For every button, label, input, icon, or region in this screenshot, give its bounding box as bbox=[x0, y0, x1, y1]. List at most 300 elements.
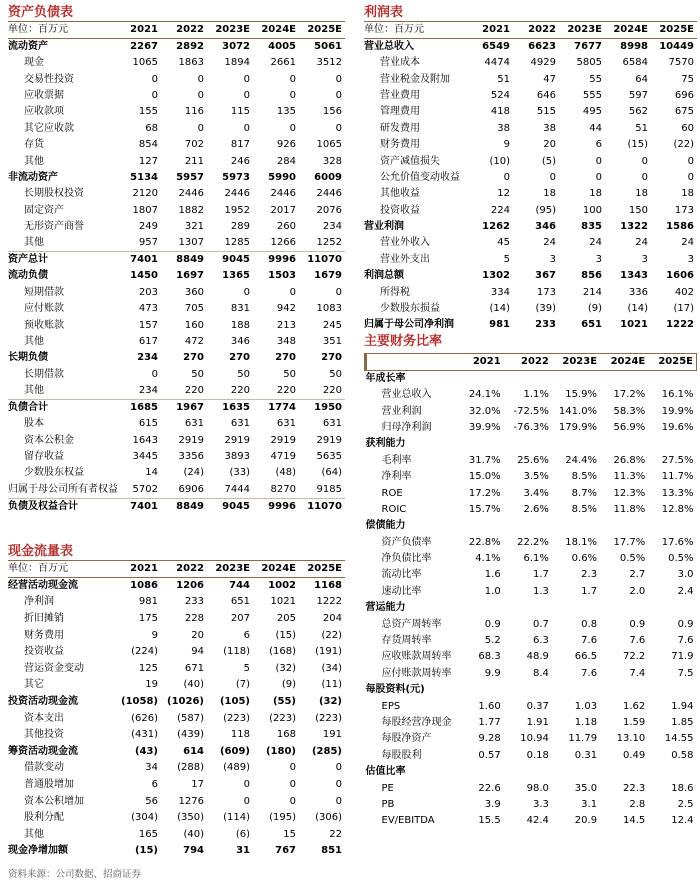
cell-value: 100 bbox=[582, 204, 602, 216]
cell-value: 942 bbox=[276, 303, 296, 315]
cell-value: 8.5% bbox=[571, 503, 598, 515]
cell-value: 562 bbox=[628, 106, 648, 118]
cell-value bbox=[504, 682, 552, 698]
table-row bbox=[8, 268, 345, 284]
row-label: 借款变动 bbox=[24, 762, 64, 774]
cell-value: 1021 bbox=[270, 596, 296, 608]
cell-value: 7401 bbox=[115, 498, 161, 515]
table-row bbox=[366, 485, 697, 501]
row-label: 其它应收款 bbox=[24, 122, 74, 134]
cell-value: 3893 bbox=[224, 451, 250, 462]
cell-value: 1606 bbox=[666, 270, 694, 282]
row-label: 其他 bbox=[24, 155, 44, 167]
table-row bbox=[366, 715, 697, 731]
cell-value: (168) bbox=[269, 646, 296, 658]
cell-value: 7444 bbox=[224, 483, 250, 495]
row-label: 所得税 bbox=[380, 286, 410, 298]
table-row bbox=[8, 219, 345, 235]
row-label: 营业利润 bbox=[381, 405, 422, 417]
table-row bbox=[366, 682, 697, 698]
table-row bbox=[8, 252, 345, 269]
cell-value: 175 bbox=[138, 612, 158, 624]
cell-value: 631 bbox=[276, 418, 296, 430]
cell-value: 203 bbox=[138, 286, 158, 298]
table-row bbox=[8, 482, 345, 499]
row-label: 归属于母公司净利润 bbox=[364, 319, 454, 331]
cell-value: 150 bbox=[628, 204, 648, 216]
cell-value bbox=[456, 682, 504, 698]
cell-value: 675 bbox=[674, 106, 694, 118]
cell-value: 1.18 bbox=[574, 717, 598, 728]
cell-value: 179.9% bbox=[558, 421, 598, 433]
cell-value: 1.94 bbox=[671, 700, 694, 712]
cell-value: 27.5% bbox=[661, 454, 694, 466]
cell-value: 127 bbox=[138, 155, 158, 167]
cell-value: 118 bbox=[230, 729, 250, 741]
cell-value: 1697 bbox=[176, 270, 204, 282]
row-label: 留存收益 bbox=[24, 451, 64, 462]
cell-value: 0 bbox=[151, 73, 158, 85]
row-label: 净利润 bbox=[24, 596, 54, 608]
cell-value: 0.9 bbox=[677, 618, 694, 630]
cell-value: 17.6% bbox=[661, 536, 694, 548]
cell-value: 0 bbox=[197, 73, 204, 85]
cell-value: 11.79 bbox=[568, 733, 598, 745]
row-label: 营业利润 bbox=[364, 221, 404, 233]
table-row bbox=[8, 594, 345, 611]
cell-value: 0.7 bbox=[532, 618, 549, 630]
cell-value: (40) bbox=[183, 679, 204, 691]
cell-value: (10) bbox=[489, 155, 510, 167]
cell-value: 1.03 bbox=[574, 700, 598, 712]
cell-value: (350) bbox=[177, 812, 204, 824]
cell-value: 50 bbox=[283, 368, 296, 380]
table-row bbox=[366, 551, 697, 567]
row-label: PB bbox=[381, 798, 395, 810]
cell-value: 705 bbox=[184, 303, 204, 315]
cell-value: 2120 bbox=[132, 188, 158, 200]
cell-value: 3 bbox=[549, 253, 556, 265]
cell-value: 1168 bbox=[314, 580, 342, 592]
table-row bbox=[366, 403, 697, 419]
cell-value: 646 bbox=[536, 89, 556, 101]
row-label: 应付账款 bbox=[24, 303, 64, 315]
cell-value: 2.3 bbox=[581, 569, 598, 581]
table-row bbox=[366, 518, 697, 534]
cell-value: 0 bbox=[687, 171, 694, 183]
cell-value: (15) bbox=[275, 629, 296, 641]
table-row bbox=[8, 727, 345, 744]
cell-value: 2.7 bbox=[629, 569, 646, 581]
cell-value: 3 bbox=[641, 253, 648, 265]
cell-value: 24 bbox=[589, 237, 602, 249]
cell-value: 18 bbox=[543, 188, 556, 200]
cell-value: 0 bbox=[503, 171, 510, 183]
row-label: 非流动资产 bbox=[8, 171, 58, 183]
cell-value: 5 bbox=[503, 253, 510, 265]
year-header: 2023E bbox=[207, 22, 253, 39]
table-row bbox=[8, 710, 345, 727]
cell-value: 0.5% bbox=[668, 553, 694, 565]
cell-value: 631 bbox=[230, 418, 250, 430]
cell-value: 0 bbox=[289, 762, 296, 774]
cell-value: 9996 bbox=[253, 498, 299, 515]
cell-value bbox=[504, 764, 552, 780]
cell-value: 1807 bbox=[132, 204, 158, 216]
table-row bbox=[8, 793, 345, 810]
cell-value: 926 bbox=[276, 139, 296, 151]
cell-value: 1086 bbox=[130, 580, 158, 592]
cell-value: 8.5% bbox=[571, 471, 598, 483]
cell-value: 0 bbox=[549, 171, 556, 183]
cell-value: 0.58 bbox=[671, 749, 694, 761]
row-label: 股利分配 bbox=[24, 812, 64, 824]
cell-value: (39) bbox=[535, 303, 556, 315]
cell-value: 3.4% bbox=[523, 487, 549, 499]
cell-value: 7677 bbox=[574, 41, 602, 52]
cell-value: 24 bbox=[635, 237, 648, 249]
cell-value: 631 bbox=[184, 418, 204, 430]
cell-value: 7.6 bbox=[581, 635, 598, 647]
cell-value bbox=[552, 600, 600, 616]
cell-value: (118) bbox=[223, 646, 250, 658]
cell-value: 0 bbox=[335, 795, 342, 807]
row-label: 总资产周转率 bbox=[381, 618, 442, 630]
cell-value: 0 bbox=[335, 89, 342, 101]
balance-sheet-panel bbox=[8, 4, 345, 515]
cell-value: 25.6% bbox=[517, 454, 549, 466]
cell-value: 0 bbox=[595, 155, 602, 167]
row-label: 其他 bbox=[24, 336, 44, 348]
cell-value: 1863 bbox=[178, 57, 204, 69]
cell-value: 0 bbox=[243, 89, 250, 101]
ratio-header-row bbox=[366, 354, 697, 371]
cell-value: 213 bbox=[276, 319, 296, 331]
cell-value: 1222 bbox=[666, 319, 694, 331]
cell-value: 156 bbox=[322, 106, 342, 118]
cell-value: 246 bbox=[230, 155, 250, 167]
cell-value: -72.5% bbox=[513, 405, 549, 417]
table-row bbox=[8, 170, 345, 186]
balance-sheet-header-row bbox=[8, 22, 345, 39]
row-label: 每股股利 bbox=[381, 749, 422, 761]
cell-value: 47 bbox=[543, 73, 556, 85]
cell-value: 39.9% bbox=[468, 421, 501, 433]
year-header: 2021 bbox=[115, 561, 161, 578]
cell-value: 13.3% bbox=[661, 487, 694, 499]
row-label: 管理费用 bbox=[380, 106, 420, 118]
cell-value: 1343 bbox=[620, 270, 648, 282]
table-row bbox=[366, 535, 697, 551]
cell-value: 24.1% bbox=[468, 389, 501, 401]
cell-value: (11) bbox=[321, 679, 342, 691]
cell-value: 155 bbox=[138, 106, 158, 118]
year-header: 2022 bbox=[161, 22, 207, 39]
row-label: 营运能力 bbox=[365, 602, 406, 614]
cell-value: 2076 bbox=[316, 204, 342, 216]
row-label: 营业总收入 bbox=[364, 41, 414, 52]
cell-value: 26.8% bbox=[613, 454, 646, 466]
cell-value: 71.9 bbox=[671, 651, 694, 663]
cell-value: 44 bbox=[589, 122, 602, 134]
cell-value: 0.49 bbox=[622, 749, 646, 761]
table-row bbox=[8, 88, 345, 104]
cell-value: 2446 bbox=[316, 188, 342, 200]
table-row bbox=[8, 611, 345, 628]
cell-value: 1.91 bbox=[526, 717, 549, 728]
table-row bbox=[364, 203, 697, 219]
table-row bbox=[364, 55, 697, 71]
cell-value: 0 bbox=[151, 368, 158, 380]
cell-value: 17 bbox=[191, 778, 204, 790]
cell-value: 981 bbox=[138, 596, 158, 608]
cell-value: 3.3 bbox=[532, 798, 549, 810]
cell-value: 1206 bbox=[176, 580, 204, 592]
cell-value: (55) bbox=[272, 695, 296, 707]
table-row bbox=[364, 186, 697, 202]
cell-value: 6549 bbox=[482, 41, 510, 52]
table-row bbox=[366, 371, 697, 388]
cell-value: 5 bbox=[243, 662, 250, 674]
row-label: 获利能力 bbox=[365, 438, 406, 450]
cell-value: 12.3% bbox=[613, 487, 646, 499]
cell-value: (431) bbox=[131, 729, 158, 741]
row-label: 短期借款 bbox=[24, 286, 64, 298]
cell-value: 168 bbox=[276, 729, 296, 741]
cell-value: 5957 bbox=[176, 171, 204, 183]
cell-value: (22) bbox=[321, 629, 342, 641]
cell-value: 1285 bbox=[224, 237, 250, 249]
cell-value: 10449 bbox=[659, 41, 694, 52]
cell-value: 135 bbox=[276, 106, 296, 118]
cell-value: 19 bbox=[145, 679, 158, 691]
year-header: 2021 bbox=[456, 354, 504, 371]
cell-value: 0 bbox=[151, 89, 158, 101]
table-row bbox=[366, 780, 697, 796]
cell-value: 31.7% bbox=[468, 454, 501, 466]
cell-value: 14.55 bbox=[664, 733, 694, 745]
table-row bbox=[366, 633, 697, 649]
cell-value: 1.62 bbox=[622, 700, 646, 712]
source-note: 资料来源：公司数据、招商证券 bbox=[8, 869, 142, 880]
cell-value: 6584 bbox=[622, 57, 648, 69]
cell-value: 6.1% bbox=[523, 553, 549, 565]
cell-value: 6906 bbox=[178, 483, 204, 495]
cell-value: 1952 bbox=[224, 204, 250, 216]
cell-value: 0 bbox=[289, 122, 296, 134]
cell-value: 0 bbox=[289, 795, 296, 807]
cell-value: 15.0% bbox=[468, 471, 501, 483]
balance-sheet-table bbox=[8, 22, 345, 515]
row-label: 预收账款 bbox=[24, 319, 64, 331]
cell-value: 0.8 bbox=[581, 618, 598, 630]
cell-value: 0 bbox=[687, 155, 694, 167]
cell-value: 11.3% bbox=[613, 471, 646, 483]
cell-value: 1635 bbox=[207, 400, 253, 417]
cell-value: 1266 bbox=[270, 237, 296, 249]
cell-value: 794 bbox=[183, 845, 204, 857]
cell-value: (34) bbox=[321, 662, 342, 674]
table-row bbox=[8, 660, 345, 677]
cell-value: 2.0 bbox=[629, 585, 646, 597]
cell-value: 9 bbox=[503, 139, 510, 151]
cell-value: 270 bbox=[183, 352, 204, 364]
cell-value: 981 bbox=[489, 319, 510, 331]
row-label: 筹资活动现金流 bbox=[8, 745, 78, 757]
cell-value: 220 bbox=[184, 385, 204, 397]
cell-value: (180) bbox=[265, 745, 296, 757]
cell-value: 98.0 bbox=[526, 782, 549, 794]
cell-value: 7.6 bbox=[581, 667, 598, 679]
cell-value: 0.9 bbox=[484, 618, 501, 630]
row-label: 投资活动现金流 bbox=[8, 695, 78, 707]
table-row bbox=[8, 644, 345, 661]
cell-value: 2446 bbox=[224, 188, 250, 200]
cell-value: 0.37 bbox=[526, 700, 549, 712]
cell-value: 6 bbox=[595, 139, 602, 151]
cell-value: 228 bbox=[184, 612, 204, 624]
cell-value: (223) bbox=[269, 712, 296, 724]
cell-value: 75 bbox=[681, 73, 694, 85]
cell-value bbox=[504, 600, 552, 616]
table-row bbox=[366, 420, 697, 436]
row-label: 资本公积金 bbox=[24, 434, 74, 446]
row-label: 折旧摊销 bbox=[24, 612, 64, 624]
row-label: 资本公积增加 bbox=[24, 795, 84, 807]
cell-value: 0 bbox=[243, 73, 250, 85]
cell-value: 12 bbox=[497, 188, 510, 200]
cell-value: 94 bbox=[191, 646, 204, 658]
table-row bbox=[366, 616, 697, 632]
row-label: 流动比率 bbox=[381, 569, 422, 581]
row-label: 应付账款周转率 bbox=[381, 667, 452, 679]
cell-value: 31 bbox=[236, 845, 250, 857]
row-label: ROIC bbox=[381, 503, 407, 515]
year-header: 2022 bbox=[161, 561, 207, 578]
cell-value: 9045 bbox=[207, 252, 253, 269]
cell-value: 0 bbox=[335, 778, 342, 790]
table-row bbox=[364, 104, 697, 120]
cell-value: 1065 bbox=[132, 57, 158, 69]
cell-value: 631 bbox=[322, 418, 342, 430]
cell-value: (105) bbox=[219, 695, 250, 707]
row-label: 营业成本 bbox=[380, 57, 420, 69]
year-header: 2022 bbox=[504, 354, 552, 371]
cell-value: 1276 bbox=[178, 795, 204, 807]
cell-value: 220 bbox=[276, 385, 296, 397]
cell-value: 1.1% bbox=[523, 389, 549, 401]
cell-value: 515 bbox=[536, 106, 556, 118]
cell-value: 72.2 bbox=[622, 651, 646, 663]
cell-value: 351 bbox=[322, 336, 342, 348]
cell-value: 651 bbox=[230, 596, 250, 608]
cell-value: 651 bbox=[581, 319, 602, 331]
row-label: 少数股东权益 bbox=[24, 467, 84, 479]
row-label: 应收款项 bbox=[24, 106, 64, 118]
cell-value: 1774 bbox=[253, 400, 299, 417]
cell-value: 13.10 bbox=[616, 733, 646, 745]
cell-value bbox=[648, 682, 696, 698]
table-row bbox=[8, 203, 345, 219]
year-header: 2023E bbox=[552, 354, 600, 371]
cell-value: 1365 bbox=[222, 270, 250, 282]
cell-value: (32) bbox=[318, 695, 342, 707]
cell-value: 270 bbox=[321, 352, 342, 364]
cell-value: (489) bbox=[223, 762, 250, 774]
cell-value: 0.6% bbox=[571, 553, 598, 565]
cell-value: 0.9 bbox=[629, 618, 646, 630]
cell-value: 233 bbox=[535, 319, 556, 331]
cell-value: 214 bbox=[582, 286, 602, 298]
cell-value: 1643 bbox=[132, 434, 158, 446]
cell-value: 5635 bbox=[316, 451, 342, 462]
cell-value: (224) bbox=[131, 646, 158, 658]
cell-value: 35.0 bbox=[574, 782, 598, 794]
cell-value: 12.8% bbox=[661, 503, 694, 515]
cell-value: 1450 bbox=[130, 270, 158, 282]
table-row bbox=[8, 137, 345, 153]
cell-value: 0.18 bbox=[526, 749, 549, 761]
cell-value: 289 bbox=[230, 221, 250, 233]
cell-value: 56 bbox=[145, 795, 158, 807]
row-label: 研发费用 bbox=[380, 122, 420, 134]
cell-value: 3072 bbox=[222, 41, 250, 52]
cell-value: 34 bbox=[145, 762, 158, 774]
cell-value: (306) bbox=[315, 812, 342, 824]
row-label: 其他投资 bbox=[24, 729, 64, 741]
row-label: 其他 bbox=[24, 385, 44, 397]
cell-value: 817 bbox=[230, 139, 250, 151]
table-row bbox=[8, 383, 345, 400]
table-row bbox=[8, 235, 345, 252]
row-label: 利润总额 bbox=[364, 270, 404, 282]
year-header: 2024E bbox=[253, 22, 299, 39]
cell-value: 835 bbox=[581, 221, 602, 233]
table-row bbox=[8, 367, 345, 383]
cell-value: (17) bbox=[673, 303, 694, 315]
cell-value: (439) bbox=[177, 729, 204, 741]
table-row bbox=[8, 317, 345, 333]
cell-value: 17.2% bbox=[613, 389, 646, 401]
income-statement-title: 利润表 bbox=[364, 4, 697, 22]
cell-value: 50 bbox=[237, 368, 250, 380]
cell-value: 0 bbox=[289, 778, 296, 790]
cell-value: 0 bbox=[289, 286, 296, 298]
cell-value: (14) bbox=[489, 303, 510, 315]
cell-value: 20.9 bbox=[574, 815, 598, 827]
cell-value: 7.5 bbox=[677, 667, 694, 679]
cell-value: 56.9% bbox=[613, 421, 646, 433]
cell-value bbox=[648, 600, 696, 616]
table-row bbox=[366, 387, 697, 403]
year-header: 2024E bbox=[253, 561, 299, 578]
cell-value: 38 bbox=[497, 122, 510, 134]
cell-value: 2661 bbox=[270, 57, 296, 69]
cell-value: 1685 bbox=[115, 400, 161, 417]
cell-value: 9 bbox=[151, 629, 158, 641]
cell-value bbox=[552, 518, 600, 534]
row-label: 偿债能力 bbox=[365, 520, 406, 532]
cell-value: 234 bbox=[322, 221, 342, 233]
cell-value: 18.6 bbox=[671, 782, 694, 794]
cell-value: (587) bbox=[177, 712, 204, 724]
table-row bbox=[8, 416, 345, 432]
cell-value: 58.3% bbox=[613, 405, 646, 417]
cell-value: 12.4 bbox=[671, 815, 694, 827]
table-row bbox=[366, 764, 697, 780]
cell-value: 9996 bbox=[253, 252, 299, 269]
cell-value: 1.60 bbox=[478, 700, 501, 712]
